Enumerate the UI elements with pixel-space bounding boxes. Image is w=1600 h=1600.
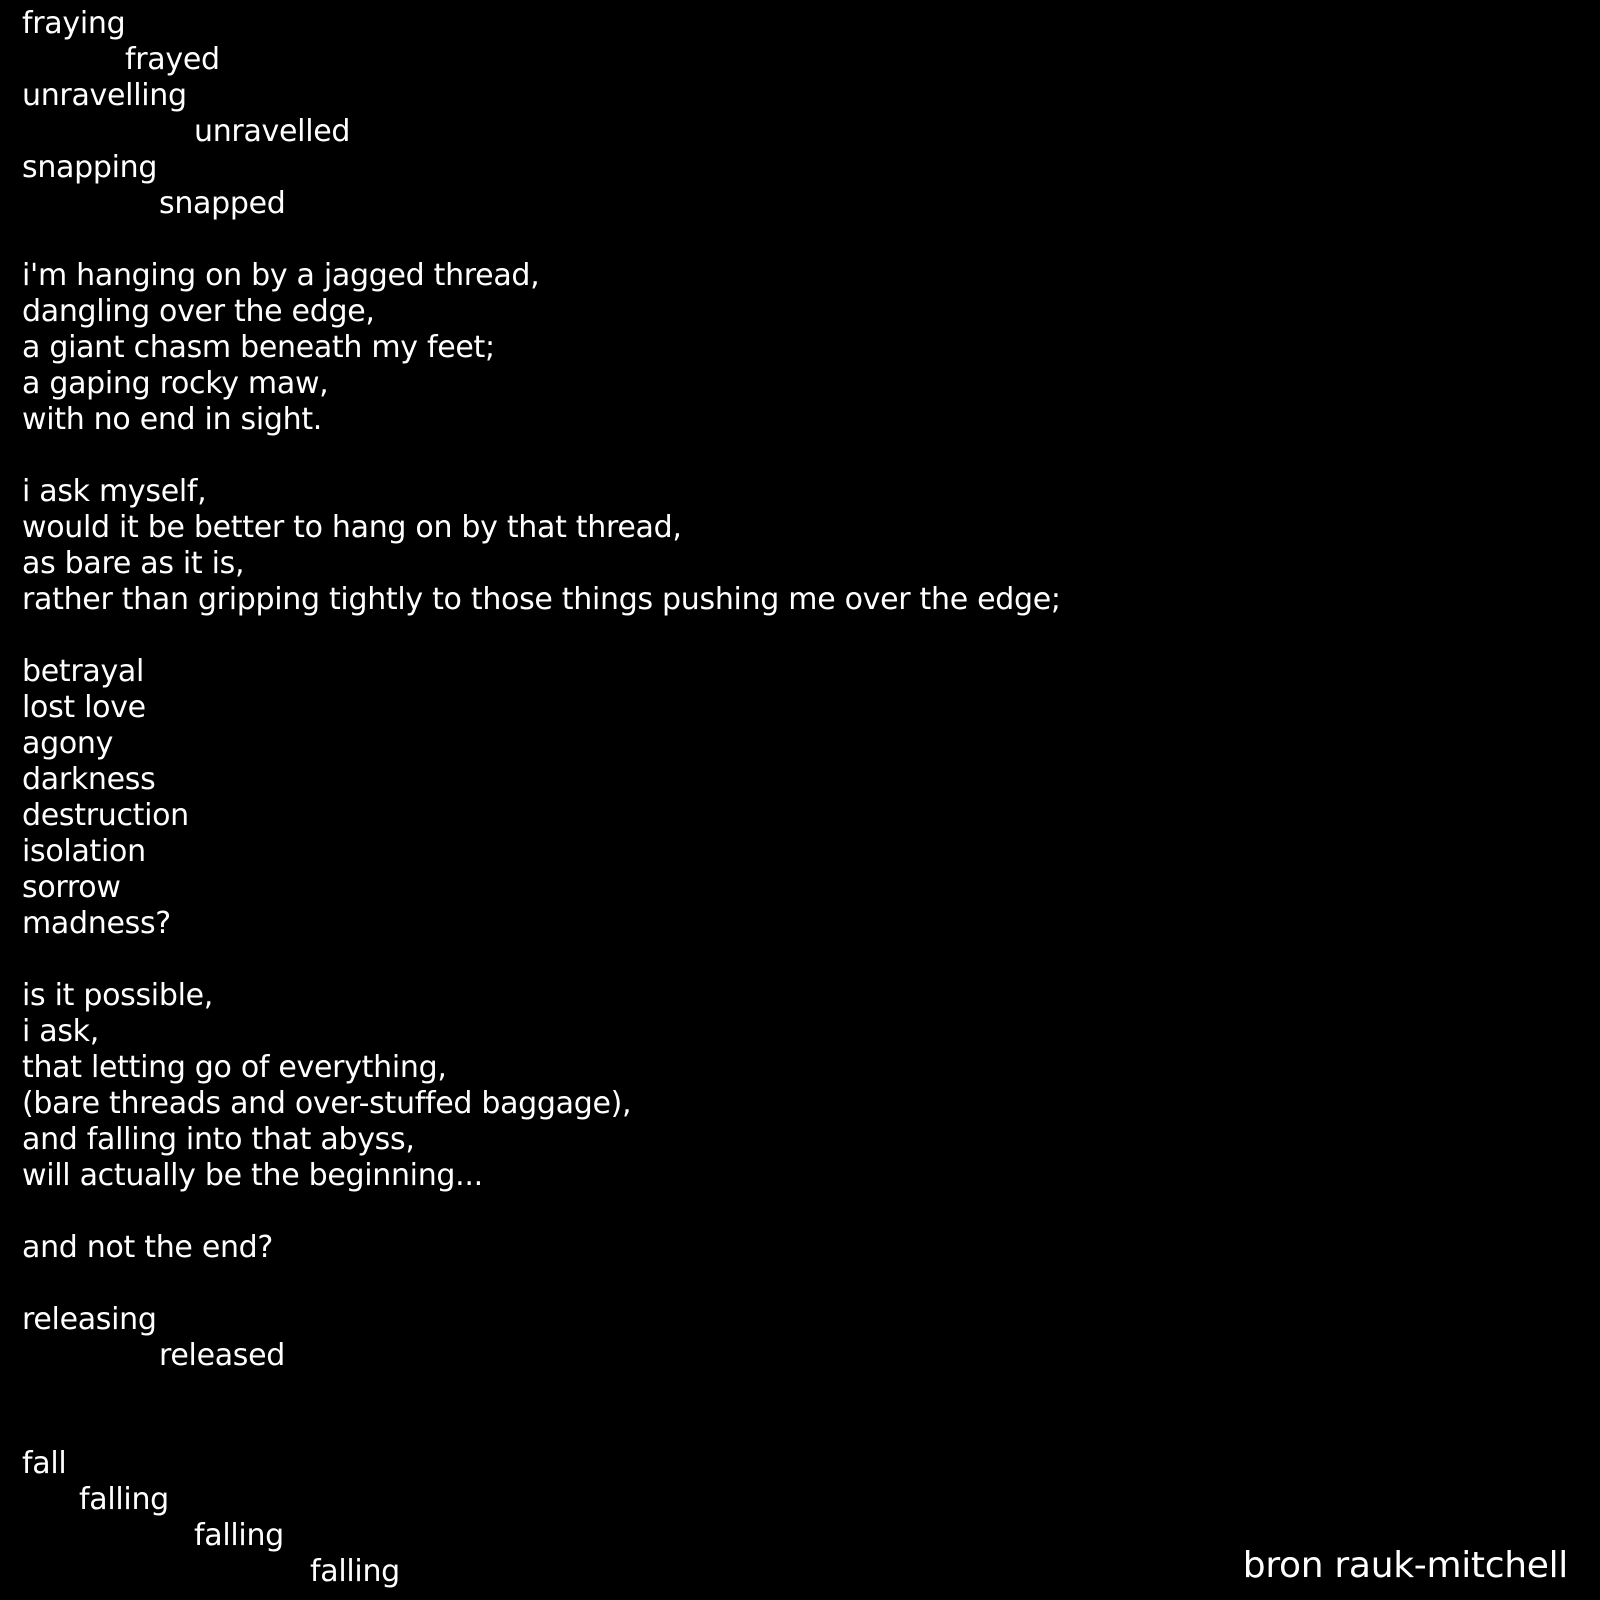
stanza-break bbox=[22, 1374, 1222, 1446]
poem-line: and not the end? bbox=[22, 1230, 274, 1265]
poem-line: fraying bbox=[22, 6, 126, 41]
poem-line: agony bbox=[22, 726, 114, 761]
poem-line: releasing bbox=[22, 1302, 157, 1337]
stanza-break bbox=[22, 222, 1222, 258]
poem-line: dangling over the edge, bbox=[22, 294, 375, 329]
poem-line: i ask, bbox=[22, 1014, 99, 1049]
stanza-break bbox=[22, 942, 1222, 978]
poem-line: will actually be the beginning... bbox=[22, 1158, 483, 1193]
poem-line: snapped bbox=[159, 186, 286, 221]
poem-line: rather than gripping tightly to those things pushing me over the edge; bbox=[22, 582, 1061, 617]
poem-line: snapping bbox=[22, 150, 158, 185]
poem-line: isolation bbox=[22, 834, 146, 869]
stanza-break bbox=[22, 618, 1222, 654]
poem-line: falling bbox=[79, 1482, 169, 1517]
poem-line: as bare as it is, bbox=[22, 546, 245, 581]
poem-line: would it be better to hang on by that thread, bbox=[22, 510, 682, 545]
poem-text bbox=[22, 6, 1222, 1590]
poem-line: is it possible, bbox=[22, 978, 213, 1013]
stanza-break bbox=[22, 438, 1222, 474]
poem-line: unravelled bbox=[194, 114, 351, 149]
stanza-break bbox=[22, 1266, 1222, 1302]
poem-line: madness? bbox=[22, 906, 171, 941]
poem-line: released bbox=[159, 1338, 286, 1373]
poem-line: (bare threads and over-stuffed baggage), bbox=[22, 1086, 632, 1121]
poem-line: frayed bbox=[125, 42, 220, 77]
poem-line: betrayal bbox=[22, 654, 145, 689]
poem-line: destruction bbox=[22, 798, 189, 833]
poem-line: falling bbox=[194, 1518, 284, 1553]
poem-line: and falling into that abyss, bbox=[22, 1122, 415, 1157]
poem-line: with no end in sight. bbox=[22, 402, 323, 437]
poem-line: lost love bbox=[22, 690, 146, 725]
poem-line: sorrow bbox=[22, 870, 121, 905]
stanza-break bbox=[22, 1194, 1222, 1230]
poem-line: a giant chasm beneath my feet; bbox=[22, 330, 495, 365]
poem-line: a gaping rocky maw, bbox=[22, 366, 329, 401]
poem-line: that letting go of everything, bbox=[22, 1050, 447, 1085]
poem-line: darkness bbox=[22, 762, 156, 797]
poem-line: i'm hanging on by a jagged thread, bbox=[22, 258, 540, 293]
poem-line: falling bbox=[310, 1554, 400, 1589]
poem-line: fall bbox=[22, 1446, 67, 1481]
poem-line: i ask myself, bbox=[22, 474, 207, 509]
poem-line: unravelling bbox=[22, 78, 187, 113]
author-signature: bron rauk-mitchell bbox=[1242, 1545, 1568, 1586]
